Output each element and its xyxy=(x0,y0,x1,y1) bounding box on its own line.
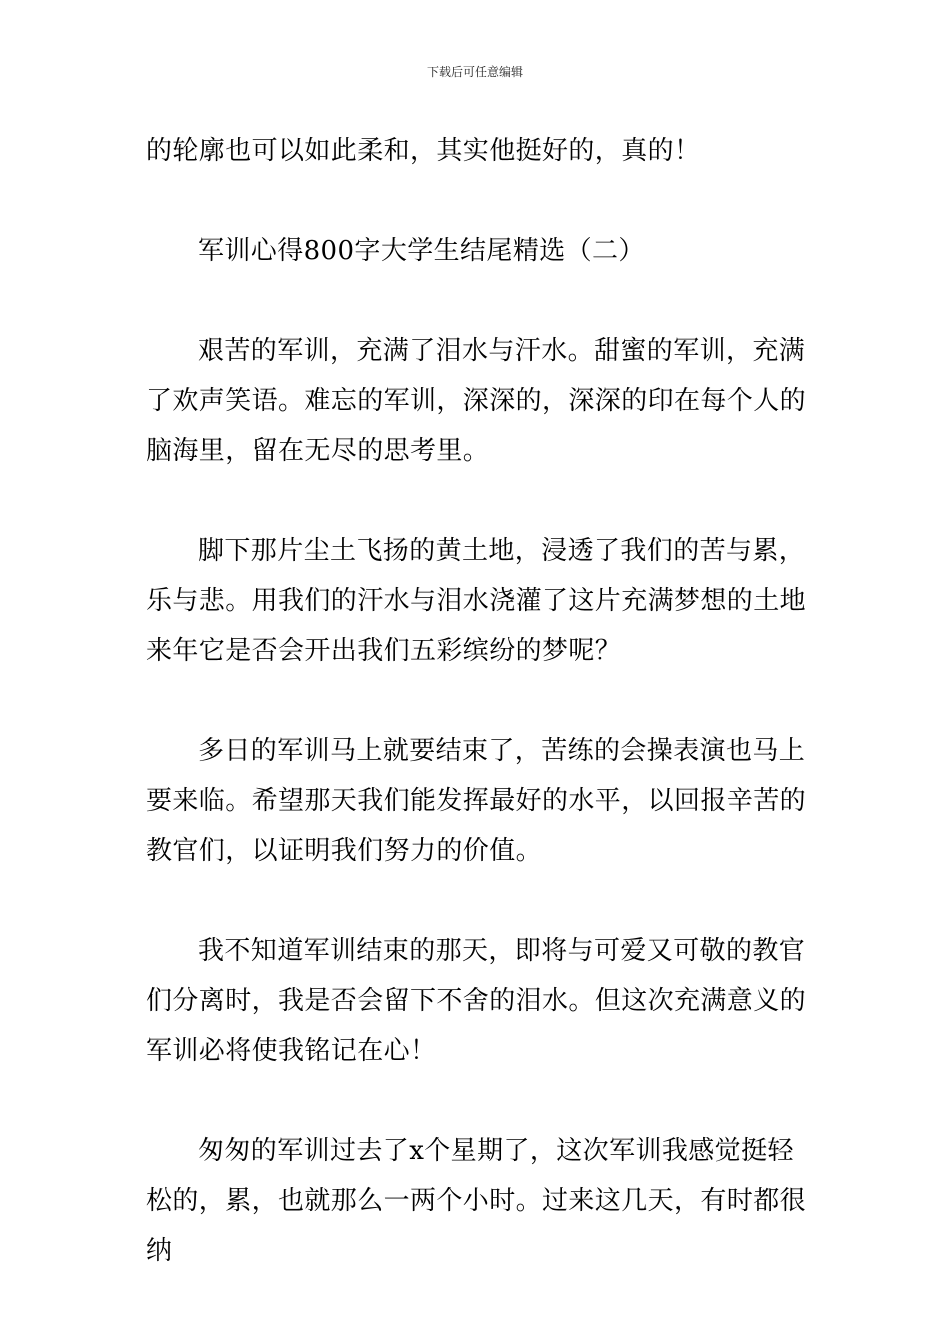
paragraph-gap xyxy=(146,676,810,726)
paragraph: 多日的军训马上就要结束了，苦练的会操表演也马上要来临。希望那天我们能发挥最好的水平，以回报辛苦的教官们，以证明我们努力的价值。 xyxy=(146,736,807,866)
paragraph: 艰苦的军训，充满了泪水与汗水。甜蜜的军训，充满了欢声笑语。难忘的军训，深深的，深深的印在每个人的脑海里，留在无尽的思考里。 xyxy=(146,336,807,466)
paragraph-gap xyxy=(146,876,810,926)
paragraph: 我不知道军训结束的那天，即将与可爱又可敬的教官们分离时，我是否会留下不舍的泪水。但这次充满意义的军训必将使我铭记在心！ xyxy=(146,936,807,1066)
paragraph-gap xyxy=(146,276,810,326)
paragraph: 脚下那片尘土飞扬的黄土地，浸透了我们的苦与累，乐与悲。用我们的汗水与泪水浇灌了这片充满梦想的土地来年它是否会开出我们五彩缤纷的梦呢？ xyxy=(146,536,807,666)
paragraph-gap xyxy=(146,476,810,526)
section-heading: 军训心得800字大学生结尾精选（二） xyxy=(198,236,645,266)
paragraph-gap xyxy=(146,1076,810,1126)
paragraph-continuation: 的轮廓也可以如此柔和，其实他挺好的，真的！ xyxy=(146,136,701,166)
paragraph-gap xyxy=(146,176,810,226)
document-body xyxy=(146,126,810,1276)
paragraph: 匆匆的军训过去了x个星期了，这次军训我感觉挺轻松的，累，也就那么一两个小时。过来这几天，有时都很纳 xyxy=(146,1136,807,1266)
page-header: 下载后可任意编辑 xyxy=(426,65,523,79)
